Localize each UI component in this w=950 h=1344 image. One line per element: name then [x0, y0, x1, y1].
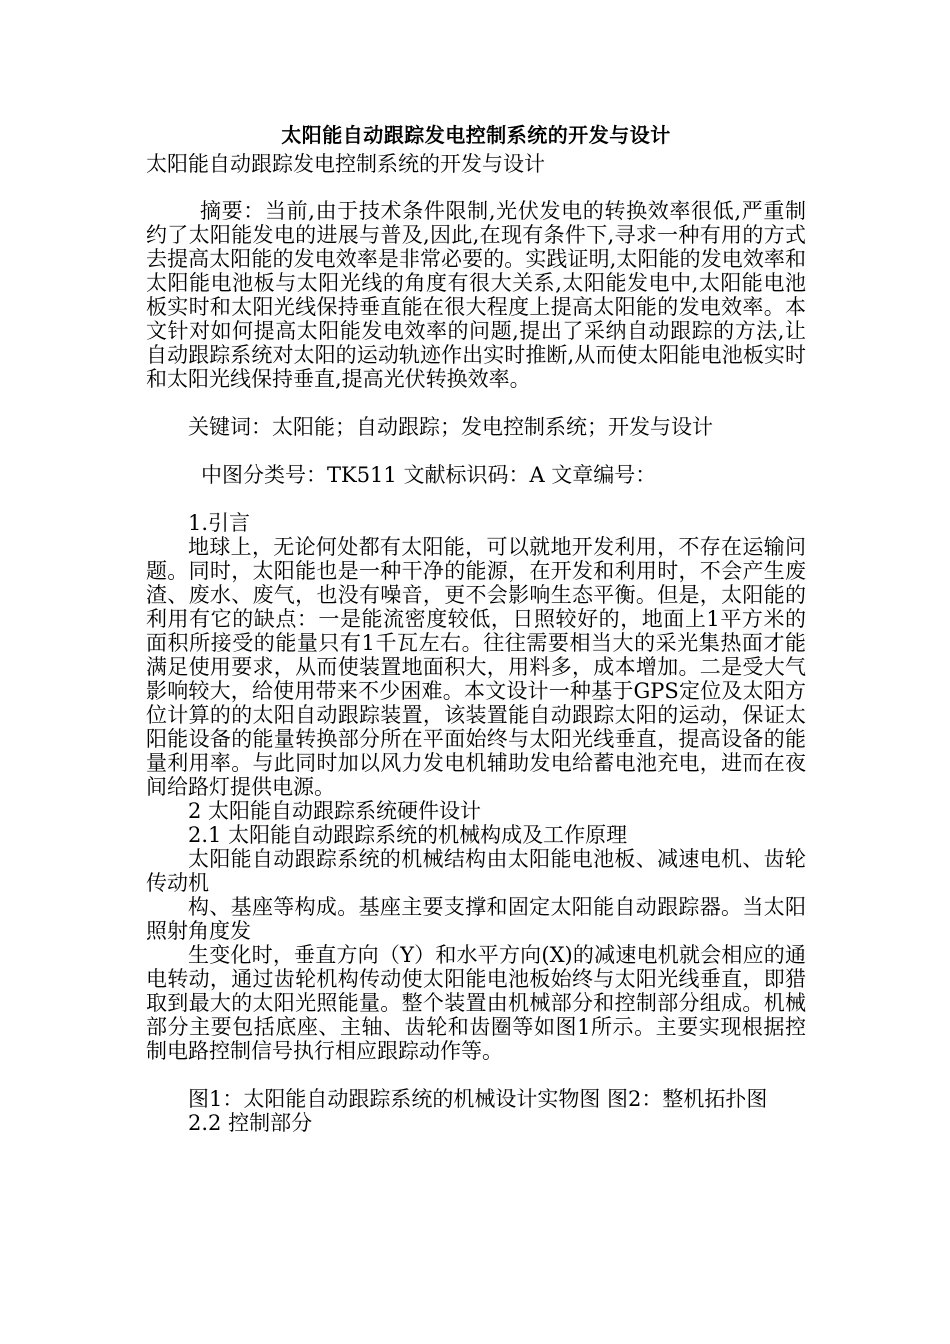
spacer [146, 391, 806, 415]
section-2-1-paragraph: 构、基座等构成。基座主要支撑和固定太阳能自动跟踪器。当太阳照射角度发 [146, 895, 806, 943]
figure-caption: 图1：太阳能自动跟踪系统的机械设计实物图 图2：整机拓扑图 [188, 1087, 768, 1111]
spacer [146, 176, 806, 199]
abstract-paragraph: 摘要：当前,由于技术条件限制,光伏发电的转换效率很低,严重制约了太阳能发电的进展与普及,因此,在现有条件下,寻求一种有用的方式去提高太阳能的发电效率是非常必要的。实践证明,太阳能的发电效率和太阳能电池板与太阳光线的角度有很大关系,太阳能发电中,太阳能电池板实时和太阳光线保持垂直能在很大程度上提高太阳能的发电效率。本文针对如何提高太阳能发电效率的问题,提出了采纳自动跟踪的方法,让自动跟踪系统对太阳的运动轨迹作出实时推断,从而使太阳能电池板实时和太阳光线保持垂直,提高光伏转换效率。 [146, 199, 806, 391]
document-title: 太阳能自动跟踪发电控制系统的开发与设计 [281, 123, 671, 147]
spacer [146, 487, 806, 511]
section-2-1-heading: 2.1 太阳能自动跟踪系统的机械构成及工作原理 [188, 823, 628, 847]
spacer [146, 439, 806, 463]
classification-line: 中图分类号：TK511 文献标识码：A 文章编号： [201, 463, 657, 487]
spacer [146, 1063, 806, 1087]
document-subtitle: 太阳能自动跟踪发电控制系统的开发与设计 [146, 152, 545, 176]
section-2-1-paragraph: 生变化时，垂直方向（Y）和水平方向(X)的减速电机就会相应的通电转动，通过齿轮机构传动使太阳能电池板始终与太阳光线垂直，即猎取到最大的太阳光照能量。整个装置由机械部分和控制部分组成。机械部分主要包括底座、主轴、齿轮和齿圈等如图1所示。主要实现根据控制电路控制信号执行相应跟踪动作等。 [146, 943, 806, 1063]
keywords-line: 关键词：太阳能；自动跟踪；发电控制系统；开发与设计 [188, 415, 713, 439]
section-2-heading: 2 太阳能自动跟踪系统硬件设计 [188, 799, 482, 823]
section-1-body: 地球上，无论何处都有太阳能，可以就地开发利用，不存在运输问题。同时，太阳能也是一种干净的能源，在开发和利用时，不会产生废渣、废水、废气，也没有噪音，更不会影响生态平衡。但是，太阳能的利用有它的缺点：一是能流密度较低，日照较好的，地面上1平方米的面积所接受的能量只有1千瓦左右。往往需要相当大的采光集热面才能满足使用要求，从而使装置地面积大，用料多，成本增加。二是受大气影响较大，给使用带来不少困难。本文设计一种基于GPS定位及太阳方位计算的的太阳自动跟踪装置，该装置能自动跟踪太阳的运动，保证太阳能设备的能量转换部分所在平面始终与太阳光线垂直，提高设备的能量利用率。与此同时加以风力发电机辅助发电给蓄电池充电，进而在夜间给路灯提供电源。 [146, 535, 806, 799]
document-page [146, 118, 806, 1135]
section-1-heading: 1.引言 [188, 511, 251, 535]
section-2-2-heading: 2.2 控制部分 [188, 1111, 313, 1135]
section-2-1-paragraph: 太阳能自动跟踪系统的机械结构由太阳能电池板、减速电机、齿轮传动机 [146, 847, 806, 895]
